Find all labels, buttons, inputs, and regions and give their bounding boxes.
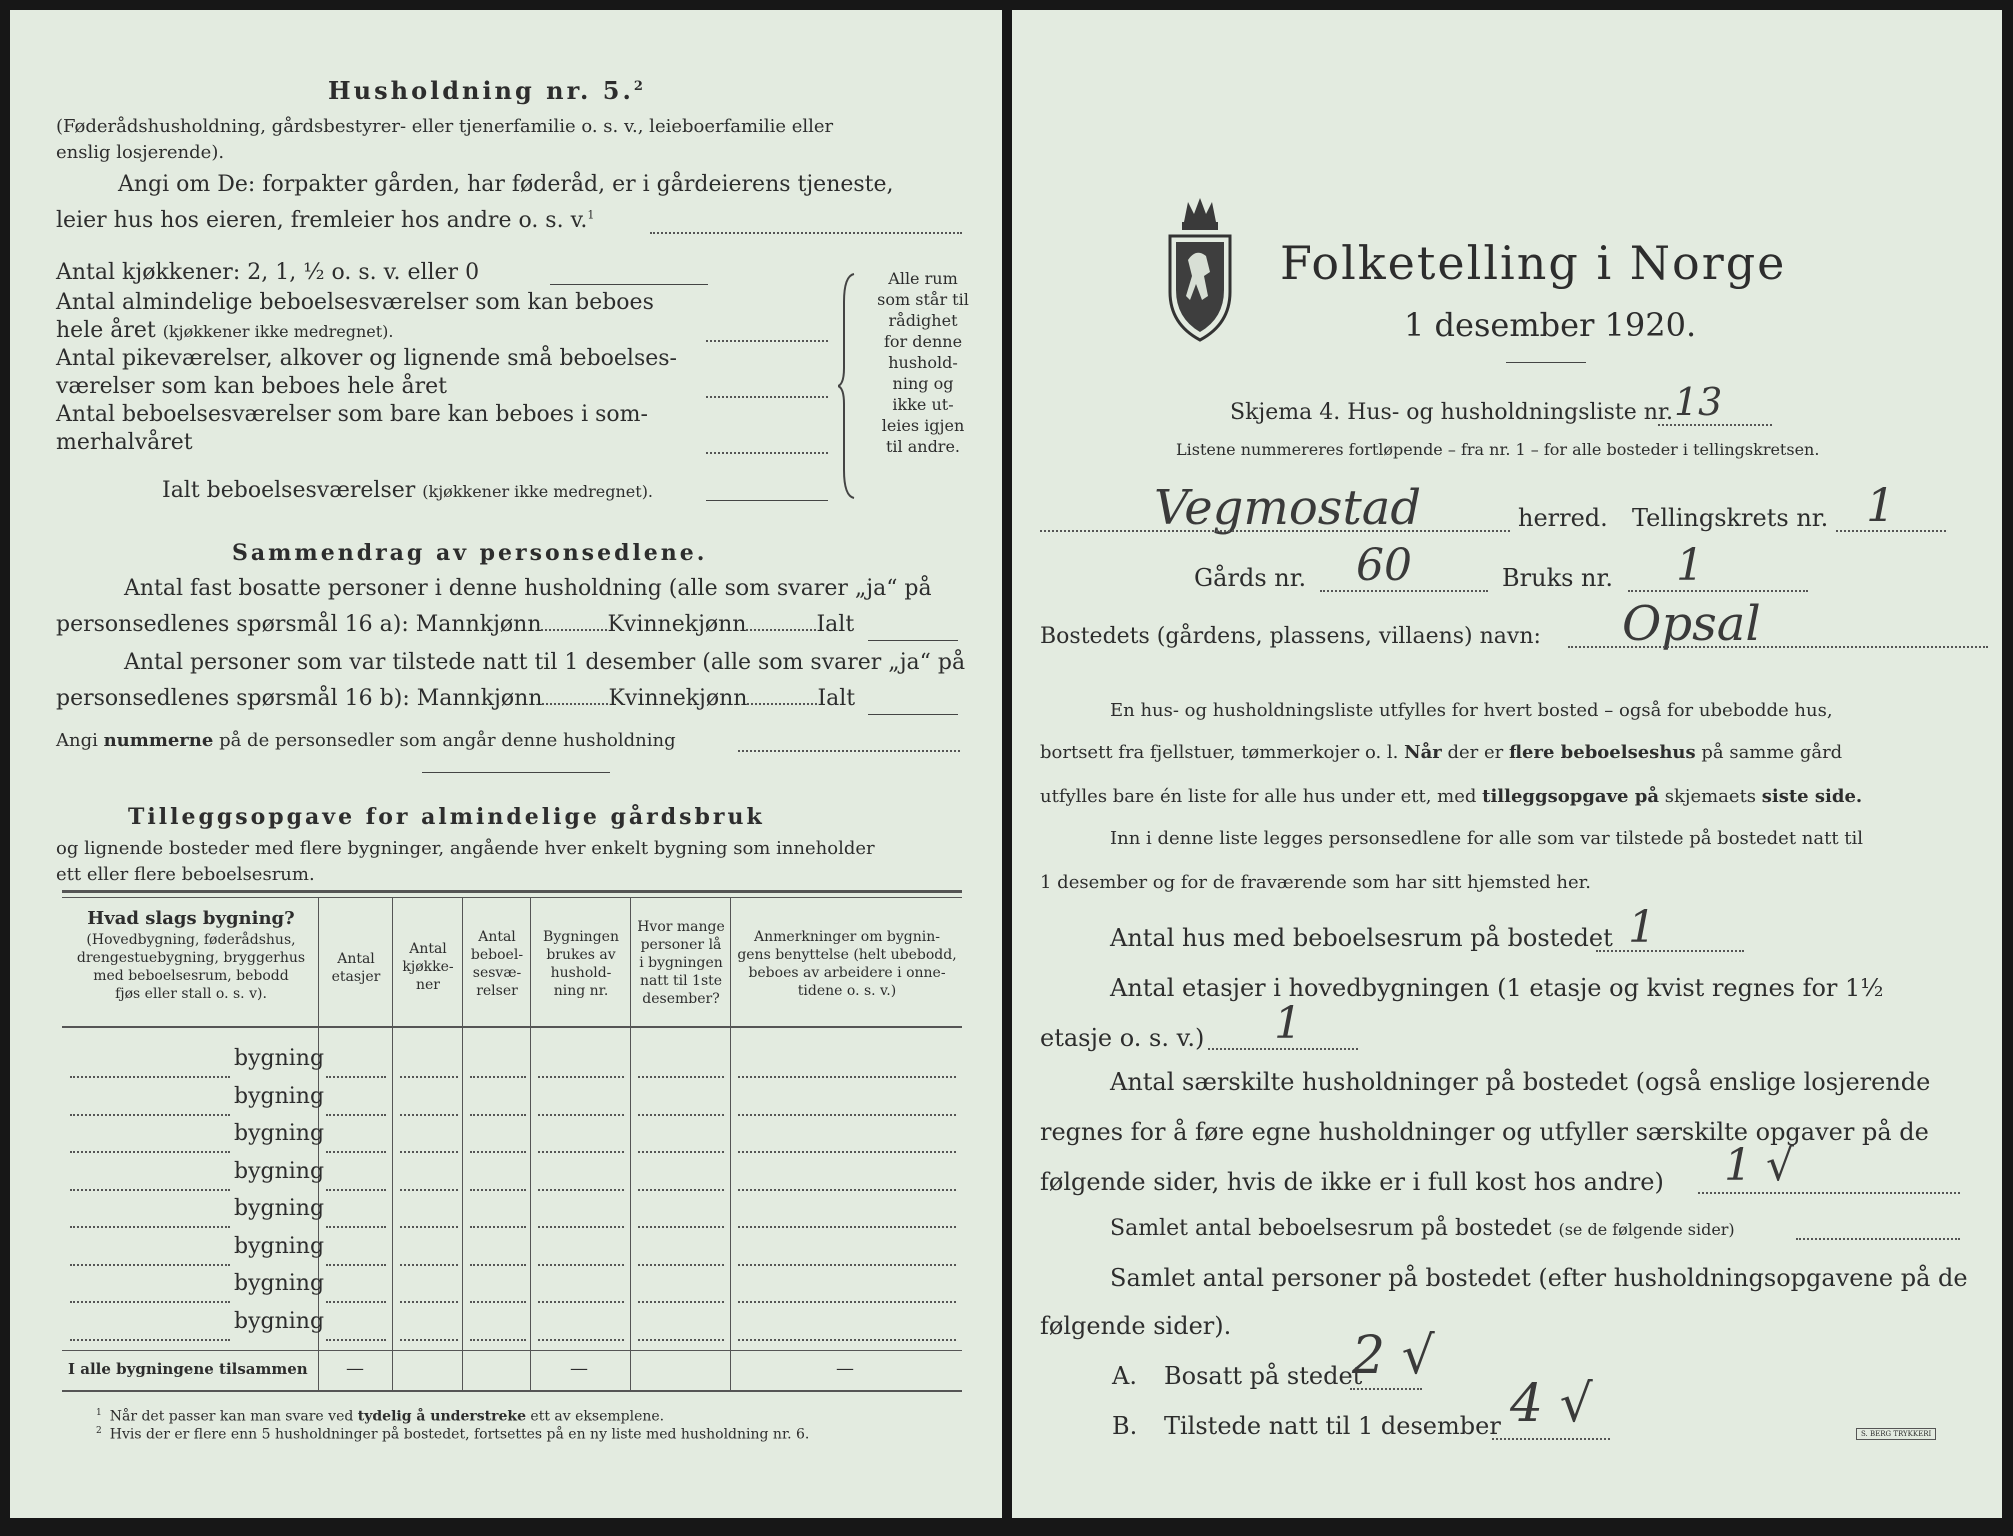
tillegg-title: Tilleggsopgave for almindelige gårdsbruk xyxy=(128,804,765,830)
table-cell-line xyxy=(470,1151,526,1153)
tilstede-answer-line xyxy=(1492,1438,1610,1440)
col-etasjer: Antal etasjer xyxy=(331,951,381,985)
table-cell-line xyxy=(538,1226,624,1228)
table-cell-line xyxy=(326,1339,386,1341)
fast-line-1: Antal fast bosatte personer i denne husholdning (alle som svarer „ja“ på xyxy=(124,576,932,601)
table-cell-line xyxy=(70,1076,230,1078)
samlet-rum-label: Samlet antal beboelsesrum på bostedet (se de følgende sider) xyxy=(1110,1216,1735,1241)
table-cell-line xyxy=(738,1076,956,1078)
instruction-4: Inn i denne liste legges personsedlene for alle som var tilstede på bostedet natt til xyxy=(1110,828,1864,849)
angi-line-2: leier hus hos eieren, fremleier hos andre o. s. v.$^1$ xyxy=(56,208,595,233)
gards-answer-line xyxy=(1320,590,1488,592)
bosatt-letter: A. xyxy=(1112,1362,1137,1390)
table-cell-line xyxy=(470,1301,526,1303)
table-cell-line xyxy=(400,1076,458,1078)
table-cell-line xyxy=(70,1226,230,1228)
table-cell-line xyxy=(470,1114,526,1116)
table-cell-line xyxy=(738,1301,956,1303)
alm-answer-line xyxy=(706,340,828,342)
table-cell-line xyxy=(400,1301,458,1303)
instruction-2: bortsett fra fjellstuer, tømmerkojer o. l. Når der er flere beboelseshus på samme gård xyxy=(1040,742,1843,763)
table-cell-line xyxy=(400,1151,458,1153)
listene-note: Listene nummereres fortløpende – fra nr. 1 – for alle bosteder i tellingskretsen. xyxy=(1176,440,1820,459)
col-personer: Hvor mange personer lå i bygningen natt til 1ste desember? xyxy=(637,919,725,1007)
table-cell-line xyxy=(538,1114,624,1116)
table-cell-line xyxy=(70,1151,230,1153)
table-cell-line xyxy=(326,1264,386,1266)
herred-answer-line xyxy=(1040,530,1510,532)
tilst-line-2: personsedlenes spørsmål 16 b): Mannkjønn Kvinnekjønn Ialt xyxy=(56,686,856,711)
tillegg-line-2: ett eller flere beboelsesrum. xyxy=(56,864,315,885)
gards-value: 60 xyxy=(1356,540,1412,591)
bruks-answer-line xyxy=(1628,590,1808,592)
footnote-2: $^2$ Hvis der er flere enn 5 husholdninger på bostedet, fortsettes på en ny liste med husholdning nr. 6. xyxy=(96,1426,810,1443)
etasjer-line-2: etasje o. s. v.) xyxy=(1040,1024,1205,1052)
table-cell-line xyxy=(538,1151,624,1153)
table-row: bygning xyxy=(234,1233,325,1259)
alm-label-2: hele året (kjøkkener ikke medregnet). xyxy=(56,318,394,343)
total-dash-anmerkninger: — xyxy=(836,1358,854,1379)
table-cell-line xyxy=(70,1301,230,1303)
total-dash-husholdning: — xyxy=(570,1358,588,1379)
ialt-answer-line xyxy=(706,500,828,501)
tilst-ialt-line xyxy=(868,714,958,715)
sommer-label-2: merhalvåret xyxy=(56,430,193,455)
hus-value: 1 xyxy=(1628,902,1656,953)
tillegg-line-1: og lignende bosteder med flere bygninger, angående hver enkelt bygning som inneholder xyxy=(56,838,875,859)
instruction-5: 1 desember og for de fraværende som har sitt hjemsted her. xyxy=(1040,872,1591,893)
table-row: bygning xyxy=(234,1271,325,1296)
brace-icon xyxy=(838,272,860,500)
table-cell-line xyxy=(538,1339,624,1341)
table-cell-line xyxy=(538,1301,624,1303)
table-row: bygning xyxy=(234,1308,325,1334)
pike-label-2: værelser som kan beboes hele året xyxy=(56,374,447,399)
table-cell-line xyxy=(326,1151,386,1153)
table-cell-line xyxy=(470,1339,526,1341)
krets-value: 1 xyxy=(1866,478,1896,532)
herred-value: Vegmostad xyxy=(1154,480,1422,536)
table-row: bygning xyxy=(234,1046,325,1071)
fast-line-2: personsedlenes spørsmål 16 a): Mannkjønn Kvinnekjønn Ialt xyxy=(56,612,855,637)
table-cell-line xyxy=(738,1114,956,1116)
table-cell-line xyxy=(70,1189,230,1191)
sarsk-line-3: følgende sider, hvis de ikke er i full kost hos andre) xyxy=(1040,1168,1664,1196)
table-cell-line xyxy=(638,1189,724,1191)
table-cell-line xyxy=(638,1151,724,1153)
col-anmerkninger: Anmerkninger om bygnin- gens benyttelse (helt ubebodd, beboes av arbeidere i onne- tidene o. s. v.) xyxy=(737,929,957,999)
table-row: bygning xyxy=(234,1121,325,1146)
skjema-answer-line xyxy=(1658,424,1772,426)
total-row-label: I alle bygningene tilsammen xyxy=(68,1360,308,1378)
table-cell-line xyxy=(638,1264,724,1266)
pike-label-1: Antal pikeværelser, alkover og lignende små beboelses- xyxy=(56,346,677,371)
samlet-rum-answer-line xyxy=(1796,1238,1960,1240)
angi-line-1: Angi om De: forpakter gården, har føderåd, er i gårdeierens tjeneste, xyxy=(118,172,894,197)
bruks-value: 1 xyxy=(1676,540,1704,591)
household-subtitle: (Føderådshusholdning, gårdsbestyrer- eller tjenerfamilie o. s. v., leieboerfamilie eller xyxy=(56,116,834,137)
krets-label: Tellingskrets nr. xyxy=(1632,504,1829,532)
table-cell-line xyxy=(400,1339,458,1341)
sarsk-line-2: regnes for å føre egne husholdninger og utfyller særskilte opgaver på de xyxy=(1040,1118,1929,1146)
tilstede-value: 4 √ xyxy=(1510,1374,1593,1434)
total-dash-etasjer: — xyxy=(346,1358,364,1379)
table-cell-line xyxy=(470,1226,526,1228)
etasjer-line-1: Antal etasjer i hovedbygningen (1 etasje og kvist regnes for 1½ xyxy=(1110,974,1884,1002)
table-cell-line xyxy=(738,1339,956,1341)
pike-answer-line xyxy=(706,396,828,398)
hus-answer-line xyxy=(1596,950,1744,952)
main-title: Folketelling i Norge xyxy=(1280,236,1787,290)
col-building-type: Hvad slags bygning? (Hovedbygning, føderådshus, drengestuebygning, bryggerhus med beboelsesrum, bebodd fjøs eller stall o. s. v). xyxy=(76,908,306,1002)
krets-answer-line xyxy=(1836,530,1946,532)
angi-answer-line xyxy=(650,232,962,234)
table-cell-line xyxy=(326,1301,386,1303)
hus-label: Antal hus med beboelsesrum på bostedet xyxy=(1110,924,1613,952)
table-cell-line xyxy=(400,1114,458,1116)
table-row: bygning xyxy=(234,1158,325,1184)
footnote-1: $^1$ Når det passer kan man svare ved tydelig å understreke ett av eksemplene. xyxy=(96,1408,665,1425)
left-page xyxy=(10,10,1002,1518)
table-cell-line xyxy=(638,1226,724,1228)
col-husholdning-nr: Bygningen brukes av hushold- ning nr. xyxy=(543,929,619,999)
table-cell-line xyxy=(538,1076,624,1078)
bosted-value: Opsal xyxy=(1622,596,1761,652)
right-page xyxy=(1012,10,2002,1518)
table-cell-line xyxy=(400,1189,458,1191)
sarsk-value: 1 √ xyxy=(1724,1140,1795,1191)
alm-label-1: Antal almindelige beboelsesværelser som kan beboes xyxy=(56,290,654,315)
tilst-line-1: Antal personer som var tilstede natt til 1 desember (alle som svarer „ja“ på xyxy=(124,650,966,675)
sarsk-answer-line xyxy=(1698,1192,1960,1194)
etasjer-value: 1 xyxy=(1274,998,1302,1049)
table-cell-line xyxy=(470,1076,526,1078)
table-cell-line xyxy=(638,1076,724,1078)
table-cell-line xyxy=(400,1264,458,1266)
sarsk-line-1: Antal særskilte husholdninger på bostedet (også enslige losjerende xyxy=(1110,1068,1931,1096)
herred-label: herred. xyxy=(1518,504,1608,532)
col-beboelsesvaerelser: Antal beboel- sesvæ- relser xyxy=(470,929,524,999)
table-cell-line xyxy=(470,1264,526,1266)
brace-note: Alle rum som står til rådighet for denne hushold- ning og ikke ut- leies igjen til andre. xyxy=(877,269,969,456)
table-cell-line xyxy=(326,1189,386,1191)
table-row: bygning xyxy=(234,1083,325,1109)
table-cell-line xyxy=(638,1114,724,1116)
table-cell-line xyxy=(738,1189,956,1191)
fast-ialt-line xyxy=(868,640,958,641)
samlet-pers-line-2: følgende sider). xyxy=(1040,1312,1232,1340)
table-cell-line xyxy=(738,1226,956,1228)
table-cell-line xyxy=(638,1301,724,1303)
skjema-label: Skjema 4. Hus- og husholdningsliste nr. xyxy=(1230,400,1673,425)
kjokken-label: Antal kjøkkener: 2, 1, ½ o. s. v. eller 0 xyxy=(56,260,480,285)
bruks-label: Bruks nr. xyxy=(1502,564,1613,592)
tilstede-letter: B. xyxy=(1112,1412,1138,1440)
ialt-label: Ialt beboelsesværelser (kjøkkener ikke medregnet). xyxy=(162,478,654,503)
kjokken-answer-line xyxy=(550,284,708,285)
table-cell-line xyxy=(638,1339,724,1341)
table-cell-line xyxy=(70,1264,230,1266)
sommer-label-1: Antal beboelsesværelser som bare kan beboes i som- xyxy=(56,402,648,427)
table-cell-line xyxy=(738,1264,956,1266)
table-cell-line xyxy=(326,1076,386,1078)
bosatt-answer-line xyxy=(1350,1388,1422,1390)
table-cell-line xyxy=(326,1226,386,1228)
household-title: Husholdning nr. 5.$^2$ xyxy=(328,76,646,105)
household-subtitle-2: enslig losjerende). xyxy=(56,142,225,163)
table-cell-line xyxy=(470,1189,526,1191)
norway-coat-of-arms-icon xyxy=(1162,196,1238,344)
tilstede-label: Tilstede natt til 1 desember xyxy=(1164,1412,1501,1440)
instruction-3: utfylles bare én liste for alle hus under ett, med tilleggsopgave på skjemaets siste side. xyxy=(1040,786,1863,807)
sammendrag-title: Sammendrag av personsedlene. xyxy=(232,540,708,566)
bosted-answer-line xyxy=(1568,646,1988,648)
skjema-value: 13 xyxy=(1674,380,1723,424)
samlet-pers-line-1: Samlet antal personer på bostedet (efter husholdningsopgavene på de xyxy=(1110,1264,1968,1292)
section-divider xyxy=(422,772,610,773)
bosted-label: Bostedets (gårdens, plassens, villaens) navn: xyxy=(1040,624,1541,649)
nummer-line: Angi nummerne på de personsedler som angår denne husholdning xyxy=(56,730,676,751)
etasjer-answer-line xyxy=(1208,1048,1358,1050)
table-cell-line xyxy=(326,1114,386,1116)
bosatt-label: Bosatt på stedet xyxy=(1164,1362,1363,1390)
instruction-1: En hus- og husholdningsliste utfylles for hvert bosted – også for ubebodde hus, xyxy=(1110,700,1833,721)
table-cell-line xyxy=(538,1264,624,1266)
table-cell-line xyxy=(70,1339,230,1341)
printer-stamp: S. BERG TRYKKERI xyxy=(1856,1428,1936,1440)
table-row: bygning xyxy=(234,1196,325,1221)
table-cell-line xyxy=(70,1114,230,1116)
col-kjokkener: Antal kjøkke- ner xyxy=(402,941,454,993)
table-cell-line xyxy=(400,1226,458,1228)
table-cell-line xyxy=(538,1189,624,1191)
gards-label: Gårds nr. xyxy=(1194,564,1307,592)
title-divider xyxy=(1506,362,1586,363)
sommer-answer-line xyxy=(706,452,828,454)
census-date: 1 desember 1920. xyxy=(1404,306,1697,344)
nummer-answer-line xyxy=(738,750,960,752)
bosatt-value: 2 √ xyxy=(1352,1326,1435,1386)
table-cell-line xyxy=(738,1151,956,1153)
